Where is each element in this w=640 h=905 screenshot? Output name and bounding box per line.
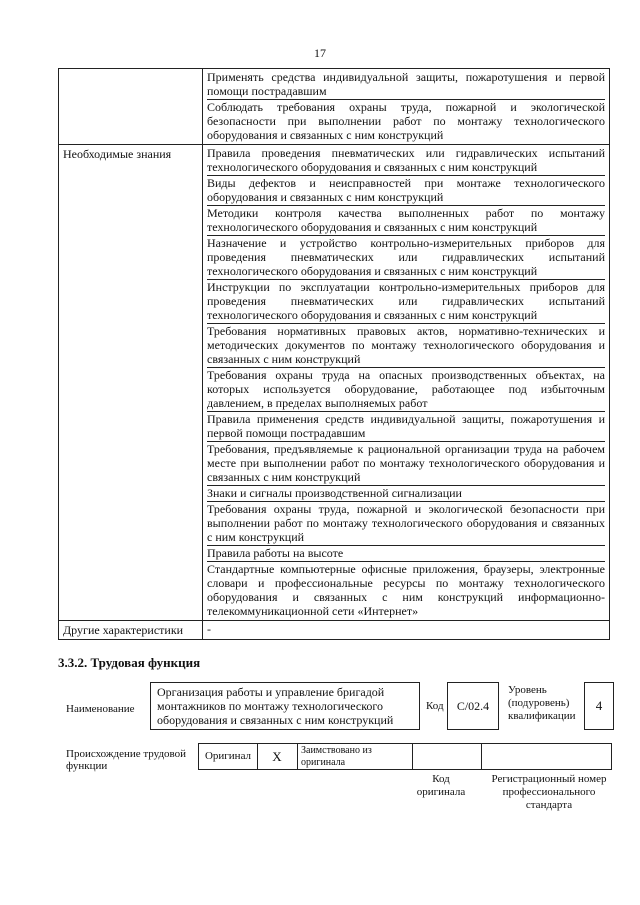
function-name: Организация работы и управление бригадой монтажников по монтажу технологического оборудования и связанных с ним конструкций [150,682,420,730]
original-mark: Х [257,744,298,769]
list-item: Назначение и устройство контрольно-измерительных приборов для проведения пневматических или гидравлических испытаний технологического оборудования и связанных с ним конструкций [207,236,605,278]
list-item: Правила работы на высоте [207,546,605,562]
name-label: Наименование [66,703,135,715]
list-item: - [207,622,211,636]
list-item: Требования, предъявляемые к рациональной организации труда на рабочем месте при выполнении работ по монтажу технологического оборудования и связанных с ним конструкций [207,442,605,484]
row-label [59,69,203,145]
code-label: Код [426,700,444,712]
table-row [59,69,610,145]
list-item: Стандартные компьютерные офисные приложения, браузеры, электронные словари и профессиональные ресурсы по монтажу технологического оборудования и связанных с ним конструкций информационно-телекоммуникационной сети «Интернет» [207,562,605,618]
list-item: Соблюдать требования охраны труда, пожарной и экологической безопасности при выполнении работ по монтажу технологического оборудования и связанных с ним конструкций [207,100,605,142]
table-row [59,145,610,621]
level-label: Уровень (подуровень) квалификации [508,684,576,722]
list-item: Методики контроля качества выполненных работ по монтажу технологического оборудования и связанных с ним конструкций [207,206,605,234]
list-item: Требования охраны труда на опасных производственных объектах, на которых используется оборудование, работающее под избыточным давлением, в пределах выполняемых работ [207,368,605,410]
borrowed-label: Заимствовано из оригинала [297,744,413,769]
row-values [203,145,610,621]
original-code-cell [413,744,482,769]
list-item: Применять средства индивидуальной защиты, пожаротушения и первой помощи пострадавшим [207,70,605,98]
row-values [203,69,610,145]
list-item: Правила применения средств индивидуальной защиты, пожаротушения и первой помощи пострадавшим [207,412,605,440]
function-code: С/02.4 [447,682,499,730]
list-item: Правила проведения пневматических или гидравлических испытаний технологического оборудования и связанных с ним конструкций [207,146,605,174]
origin-row [198,743,612,770]
table-row [59,621,610,640]
registration-number-cell [481,744,611,769]
section-title: 3.3.2. Трудовая функция [58,655,201,670]
requirements-table [58,68,610,640]
row-label: Другие характеристики [59,621,203,640]
list-item: Виды дефектов и неисправностей при монтаже технологического оборудования и связанных с ним конструкций [207,176,605,204]
page-number: 17 [314,46,326,60]
original-label: Оригинал [199,744,258,769]
qualification-level: 4 [584,682,614,730]
row-label: Необходимые знания [59,145,203,621]
list-item: Требования охраны труда, пожарной и экологической безопасности при выполнении работ по монтажу технологического оборудования и связанных с ним конструкций [207,502,605,544]
origin-label: Происхождение трудовой функции [66,748,187,772]
registration-caption: Регистрационный номер профессионального стандарта [491,773,607,811]
code-caption: Код оригинала [416,773,466,798]
row-values [203,621,610,640]
list-item: Знаки и сигналы производственной сигнализации [207,486,605,502]
list-item: Требования нормативных правовых актов, нормативно-технических и методических документов по монтажу технологического оборудования и связанных с ним конструкций [207,324,605,366]
list-item: Инструкции по эксплуатации контрольно-измерительных приборов для проведения пневматических или гидравлических испытаний технологического оборудования и связанных с ним конструкций [207,280,605,322]
